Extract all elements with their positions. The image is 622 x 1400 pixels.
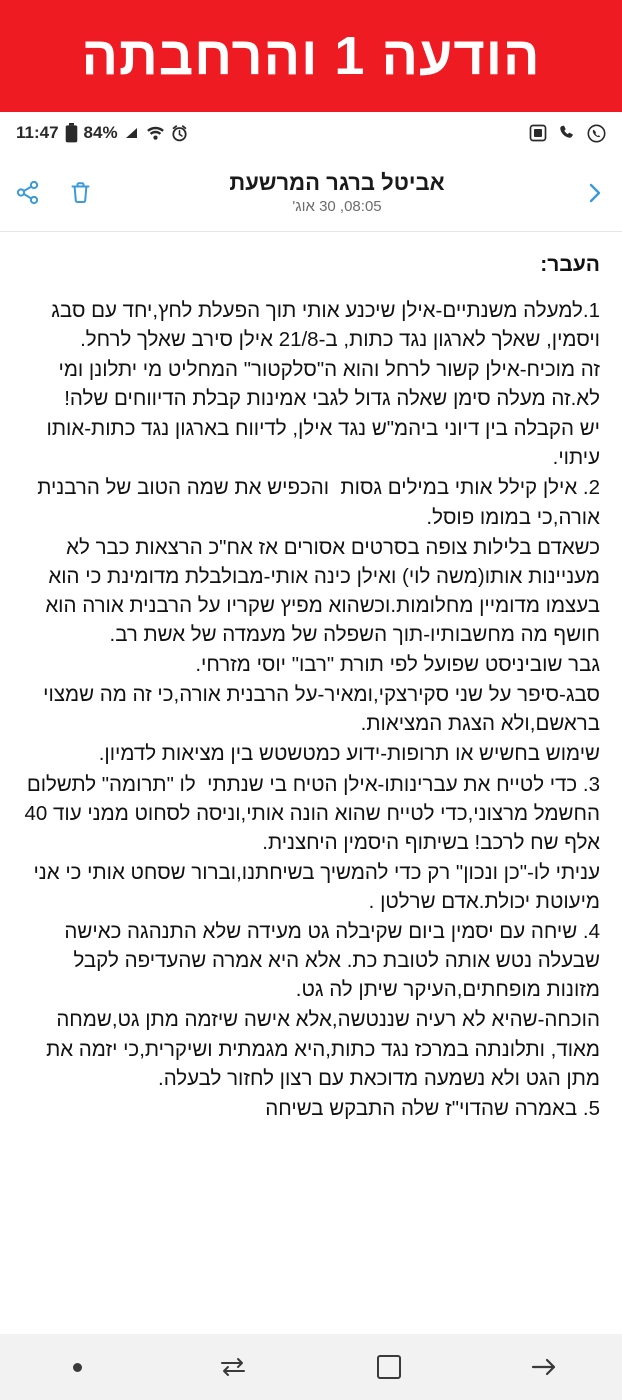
message-paragraph: 1.למעלה משנתיים-אילן שיכנע אותי תוך הפעלת לחץ,יחד עם סבג ויסמין, שאלך לארגון נגד כתות, ב-21/8 אילן סירב שאלך לרחל.: [45, 298, 600, 351]
recents-dot-button[interactable]: [33, 1334, 123, 1400]
battery-icon: [65, 123, 78, 143]
back-nav-button[interactable]: [499, 1334, 589, 1400]
header-titles[interactable]: [94, 170, 580, 215]
wifi-icon: [146, 125, 165, 141]
switch-button[interactable]: [188, 1334, 278, 1400]
back-arrow-icon: [529, 1356, 559, 1378]
message-body: [0, 232, 622, 1123]
conversation-header: [0, 154, 622, 232]
banner-title: הודעה 1 והרחבתה: [81, 26, 541, 86]
message-paragraph: עניתי לו-"כן ונכון" רק כדי להמשיך בשיחתנו,וברור שסחט אותי כי אני מיעוטת יכולת.אדם שרלטן .: [27, 860, 600, 913]
status-bar-left: [16, 123, 188, 143]
message-paragraph: 2. אילן קילל אותי במילים גסות והכפיש את שמה הטוב של הרבנית אורה,כי במומו פוסל.: [31, 476, 600, 529]
message-paragraph: הוכחה-שהיא לא רעיה שננטשה,אלא אישה שיזמה מתן גט,שמחה מאוד, ותלונתה במרכז נגד כתות,היא מגמתית ושיקרית,כי יזמה את מתן הגט ולא נשמעה מדוכאת עם רצון לחזור לבעלה.: [40, 1008, 600, 1090]
red-banner: [0, 0, 622, 112]
delete-icon[interactable]: [67, 179, 94, 206]
forwarded-label: העבר:: [540, 253, 600, 276]
switch-icon: [218, 1356, 248, 1378]
share-icon[interactable]: [14, 179, 41, 206]
status-bar: [0, 112, 622, 154]
signal-icon: [124, 125, 140, 141]
battery-percent: 84%: [83, 123, 118, 142]
header-actions: [14, 179, 94, 206]
alarm-icon: [171, 125, 188, 142]
chevron-right-icon: [580, 179, 608, 207]
message-paragraph: 4. שיחה עם יסמין ביום שקיבלה גט מעידה שלא התנהגה כאישה שבעלה נטש אותה לטובת כת. אלא היא אמרה שהעדיפה לקבל מזונות מופחתים,העיקר שיתן לה גט.: [58, 920, 600, 1002]
sim-icon: [529, 124, 547, 142]
message-paragraph: 3. כדי לטייח את עברינותו-אילן הטיח בי שנתתי לו "תרומה" לתשלום החשמל מרצוני,כדי לטייח שהוא הונה אותי,וניסה לסחוט ממני עוד 40 אלף שח לרכב! בשיתוף היסמין היחצנית.: [18, 772, 600, 854]
home-button[interactable]: [344, 1334, 434, 1400]
message-paragraph: 5. באמרה שהדוי"ז שלה התבקש בשיחה: [265, 1096, 600, 1120]
message-paragraph: כשאדם בלילות צופה בסרטים אסורים אז אח"כ הרצאות כבר לא מעניינות אותו(משה לוי) ואילן כינה אותי-מבולבלת מדומינת כי הוא בעצמו מדומיין מחלומות.וכשהוא מפיץ שקריו על הרבנית אורה הוא חושף מה מחשבותיו-תוך השפלה של מעמדה של אשת רב.: [39, 535, 600, 647]
recents-dot-icon: [73, 1363, 82, 1372]
message-paragraph: זה מוכיח-אילן קשור לרחל והוא ה"סלקטור" המחליט מי יתלונן ומי לא.זה מעלה סימן שאלה גדול לגבי אמינות קבלת הדיווחים שלה!: [52, 358, 600, 411]
back-button[interactable]: [580, 179, 608, 207]
message-paragraph: גבר שוביניסט שפועל לפי תורת "רבו" יוסי מזרחי.: [195, 653, 600, 677]
message-paragraph: שימוש בחשיש או תרופות-ידוע כמטשטש בין מציאות לדמיון.: [98, 742, 600, 766]
message-paragraph: יש הקבלה בין דיוני ביהמ"ש נגד אילן, לדיווח בארגון נגד כתות-אותו עיתוי.: [40, 417, 600, 470]
status-bar-right: [529, 124, 606, 143]
message-timestamp: 08:05, 30 אוג': [292, 198, 382, 216]
home-icon: [377, 1355, 401, 1379]
message-paragraph: סבג-סיפר על שני סקירצקי,ומאיר-על הרבנית אורה,כי זה מה שמצוי בראשם,ולא הצגת המציאות.: [37, 683, 600, 736]
navigation-bar: [0, 1334, 622, 1400]
whatsapp-icon: [587, 124, 606, 143]
message-scroll-area[interactable]: [0, 232, 622, 1334]
call-icon: [558, 124, 576, 142]
contact-name: אביטל ברגר המרשעת: [229, 169, 445, 195]
status-time: 11:47: [16, 123, 59, 142]
